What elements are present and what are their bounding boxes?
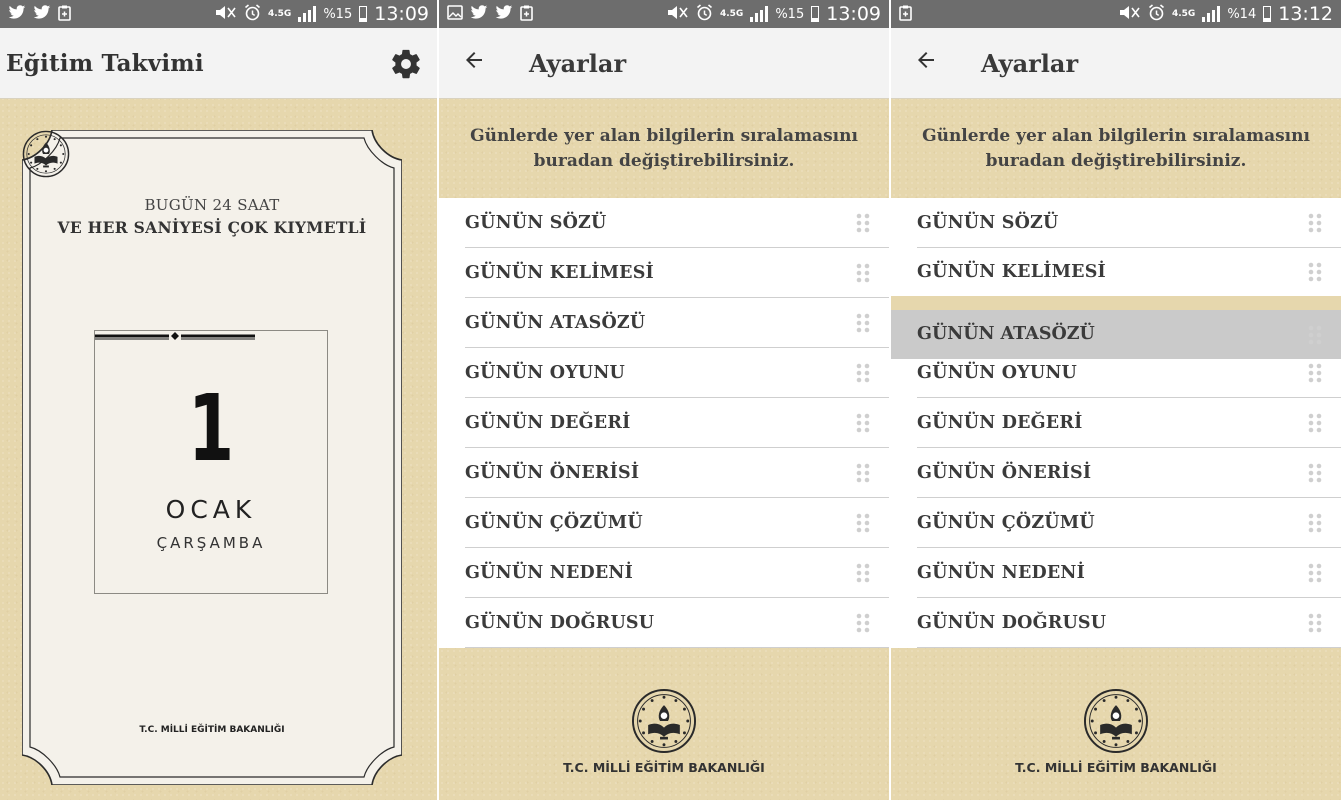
list-item[interactable]: [439, 348, 889, 398]
status-bar: [439, 0, 889, 28]
drag-handle-icon[interactable]: [1308, 363, 1322, 383]
list-item-label: GÜNÜN DEĞERİ: [465, 413, 631, 433]
app-bar: [891, 28, 1341, 99]
drag-handle-icon[interactable]: [856, 563, 870, 583]
status-bar: [0, 0, 437, 28]
clock: 13:12: [1278, 3, 1333, 25]
drag-handle-icon[interactable]: [856, 613, 870, 633]
app-bar: [0, 28, 437, 99]
app-bar: [439, 28, 889, 99]
list-item-label: GÜNÜN ÖNERİSİ: [917, 463, 1092, 483]
list-item-label: GÜNÜN NEDENİ: [465, 563, 633, 583]
list-item[interactable]: [439, 298, 889, 348]
card-subtitle: BUGÜN 24 SAAT: [144, 196, 280, 214]
description-line: buradan değiştirebilirsiniz.: [533, 151, 795, 171]
list-item-label: GÜNÜN DOĞRUSU: [465, 613, 655, 633]
drag-handle-icon[interactable]: [856, 463, 870, 483]
ministry-name: T.C. MİLLİ EĞİTİM BAKANLIĞI: [139, 725, 285, 735]
battery-percent: %15: [775, 6, 805, 22]
screen-settings-dragging: [891, 0, 1341, 800]
page-title: Ayarlar: [529, 48, 627, 78]
drag-handle-icon[interactable]: [1308, 262, 1322, 282]
list-item[interactable]: [439, 598, 889, 648]
clipboard-icon: [58, 5, 71, 24]
ministry-emblem-icon: [1083, 688, 1149, 754]
date-box: [94, 330, 328, 594]
dragging-list-item[interactable]: [891, 310, 1341, 359]
divider-ornament: [95, 331, 255, 341]
drag-handle-icon[interactable]: [856, 263, 870, 283]
description-line: Günlerde yer alan bilgilerin sıralamasını: [470, 126, 858, 146]
drag-handle-icon[interactable]: [856, 213, 870, 233]
twitter-icon: [470, 5, 488, 23]
list-item[interactable]: [891, 247, 1341, 297]
ministry-name: T.C. MİLLİ EĞİTİM BAKANLIĞI: [563, 760, 765, 775]
back-arrow-icon[interactable]: [891, 48, 961, 79]
alarm-icon: [696, 4, 713, 24]
ministry-emblem-icon: [22, 130, 70, 178]
drag-handle-icon[interactable]: [856, 313, 870, 333]
drag-handle-icon[interactable]: [856, 413, 870, 433]
network-type: 4.5G: [267, 8, 292, 19]
battery-icon: [1263, 6, 1271, 22]
ministry-name: T.C. MİLLİ EĞİTİM BAKANLIĞI: [1015, 760, 1217, 775]
drag-handle-icon[interactable]: [1308, 325, 1322, 345]
twitter-icon: [495, 5, 513, 23]
list-item-label: GÜNÜN ÇÖZÜMÜ: [917, 513, 1095, 533]
battery-percent: %15: [323, 6, 353, 22]
mute-icon: [667, 5, 689, 23]
sortable-list: [439, 198, 889, 648]
drag-handle-icon[interactable]: [1308, 613, 1322, 633]
list-item[interactable]: [891, 398, 1341, 448]
drag-handle-icon[interactable]: [856, 363, 870, 383]
screen-calendar: [0, 0, 437, 800]
list-item-label: GÜNÜN DOĞRUSU: [917, 613, 1107, 633]
clipboard-icon: [520, 5, 533, 24]
alarm-icon: [244, 4, 261, 24]
clipboard-icon: [899, 5, 912, 24]
list-item-label: GÜNÜN ATASÖZÜ: [917, 324, 1095, 344]
list-item[interactable]: [891, 448, 1341, 498]
page-title: Ayarlar: [981, 48, 1079, 78]
list-item[interactable]: [891, 548, 1341, 598]
list-item-label: GÜNÜN KELİMESİ: [465, 263, 654, 283]
battery-icon: [359, 6, 367, 22]
settings-description: [891, 100, 1341, 198]
month-name: OCAK: [165, 495, 257, 524]
app-title: Eğitim Takvimi: [6, 49, 204, 77]
drop-gap: [891, 296, 1341, 310]
screen-settings: [439, 0, 889, 800]
signal-icon: [298, 6, 316, 22]
clock: 13:09: [374, 3, 429, 25]
drag-handle-icon[interactable]: [1308, 563, 1322, 583]
description-line: buradan değiştirebilirsiniz.: [985, 151, 1247, 171]
list-item[interactable]: [891, 598, 1341, 648]
ministry-emblem-icon: [631, 688, 697, 754]
list-item[interactable]: [439, 198, 889, 248]
battery-percent: %14: [1227, 6, 1257, 22]
drag-handle-icon[interactable]: [1308, 513, 1322, 533]
drag-handle-icon[interactable]: [1308, 213, 1322, 233]
sortable-list: [891, 198, 1341, 648]
twitter-icon: [8, 5, 26, 23]
image-icon: [447, 5, 463, 23]
weekday-name: ÇARŞAMBA: [156, 534, 266, 552]
twitter-icon: [33, 5, 51, 23]
list-item[interactable]: [891, 498, 1341, 548]
description-line: Günlerde yer alan bilgilerin sıralamasını: [922, 126, 1310, 146]
back-arrow-icon[interactable]: [439, 48, 509, 79]
list-item-label: GÜNÜN SÖZÜ: [465, 213, 607, 233]
list-item[interactable]: [439, 398, 889, 448]
card-motto: VE HER SANİYESİ ÇOK KIYMETLİ: [57, 218, 367, 237]
drag-handle-icon[interactable]: [1308, 463, 1322, 483]
list-item-label: GÜNÜN OYUNU: [917, 363, 1078, 383]
list-item-label: GÜNÜN ÖNERİSİ: [465, 463, 640, 483]
list-item-label: GÜNÜN ATASÖZÜ: [465, 313, 646, 333]
list-item[interactable]: [439, 448, 889, 498]
list-item[interactable]: [439, 248, 889, 298]
list-item-label: GÜNÜN ÇÖZÜMÜ: [465, 513, 643, 533]
network-type: 4.5G: [1171, 8, 1196, 19]
mute-icon: [215, 5, 237, 23]
alarm-icon: [1148, 4, 1165, 24]
clock: 13:09: [826, 3, 881, 25]
list-item-label: GÜNÜN SÖZÜ: [917, 213, 1059, 233]
drag-handle-icon[interactable]: [856, 513, 870, 533]
battery-icon: [811, 6, 819, 22]
list-item-label: GÜNÜN KELİMESİ: [917, 262, 1106, 282]
list-item-label: GÜNÜN OYUNU: [465, 363, 626, 383]
signal-icon: [1202, 6, 1220, 22]
calendar-card[interactable]: [22, 130, 402, 785]
list-item-label: GÜNÜN DEĞERİ: [917, 413, 1083, 433]
list-item[interactable]: [891, 198, 1341, 248]
signal-icon: [750, 6, 768, 22]
gear-icon[interactable]: [389, 47, 423, 81]
network-type: 4.5G: [719, 8, 744, 19]
list-item[interactable]: [439, 548, 889, 598]
mute-icon: [1119, 5, 1141, 23]
list-item[interactable]: [439, 498, 889, 548]
drag-handle-icon[interactable]: [1308, 413, 1322, 433]
list-item-label: GÜNÜN NEDENİ: [917, 563, 1085, 583]
settings-description: [439, 100, 889, 198]
status-bar: [891, 0, 1341, 28]
day-number: 1: [187, 375, 235, 482]
